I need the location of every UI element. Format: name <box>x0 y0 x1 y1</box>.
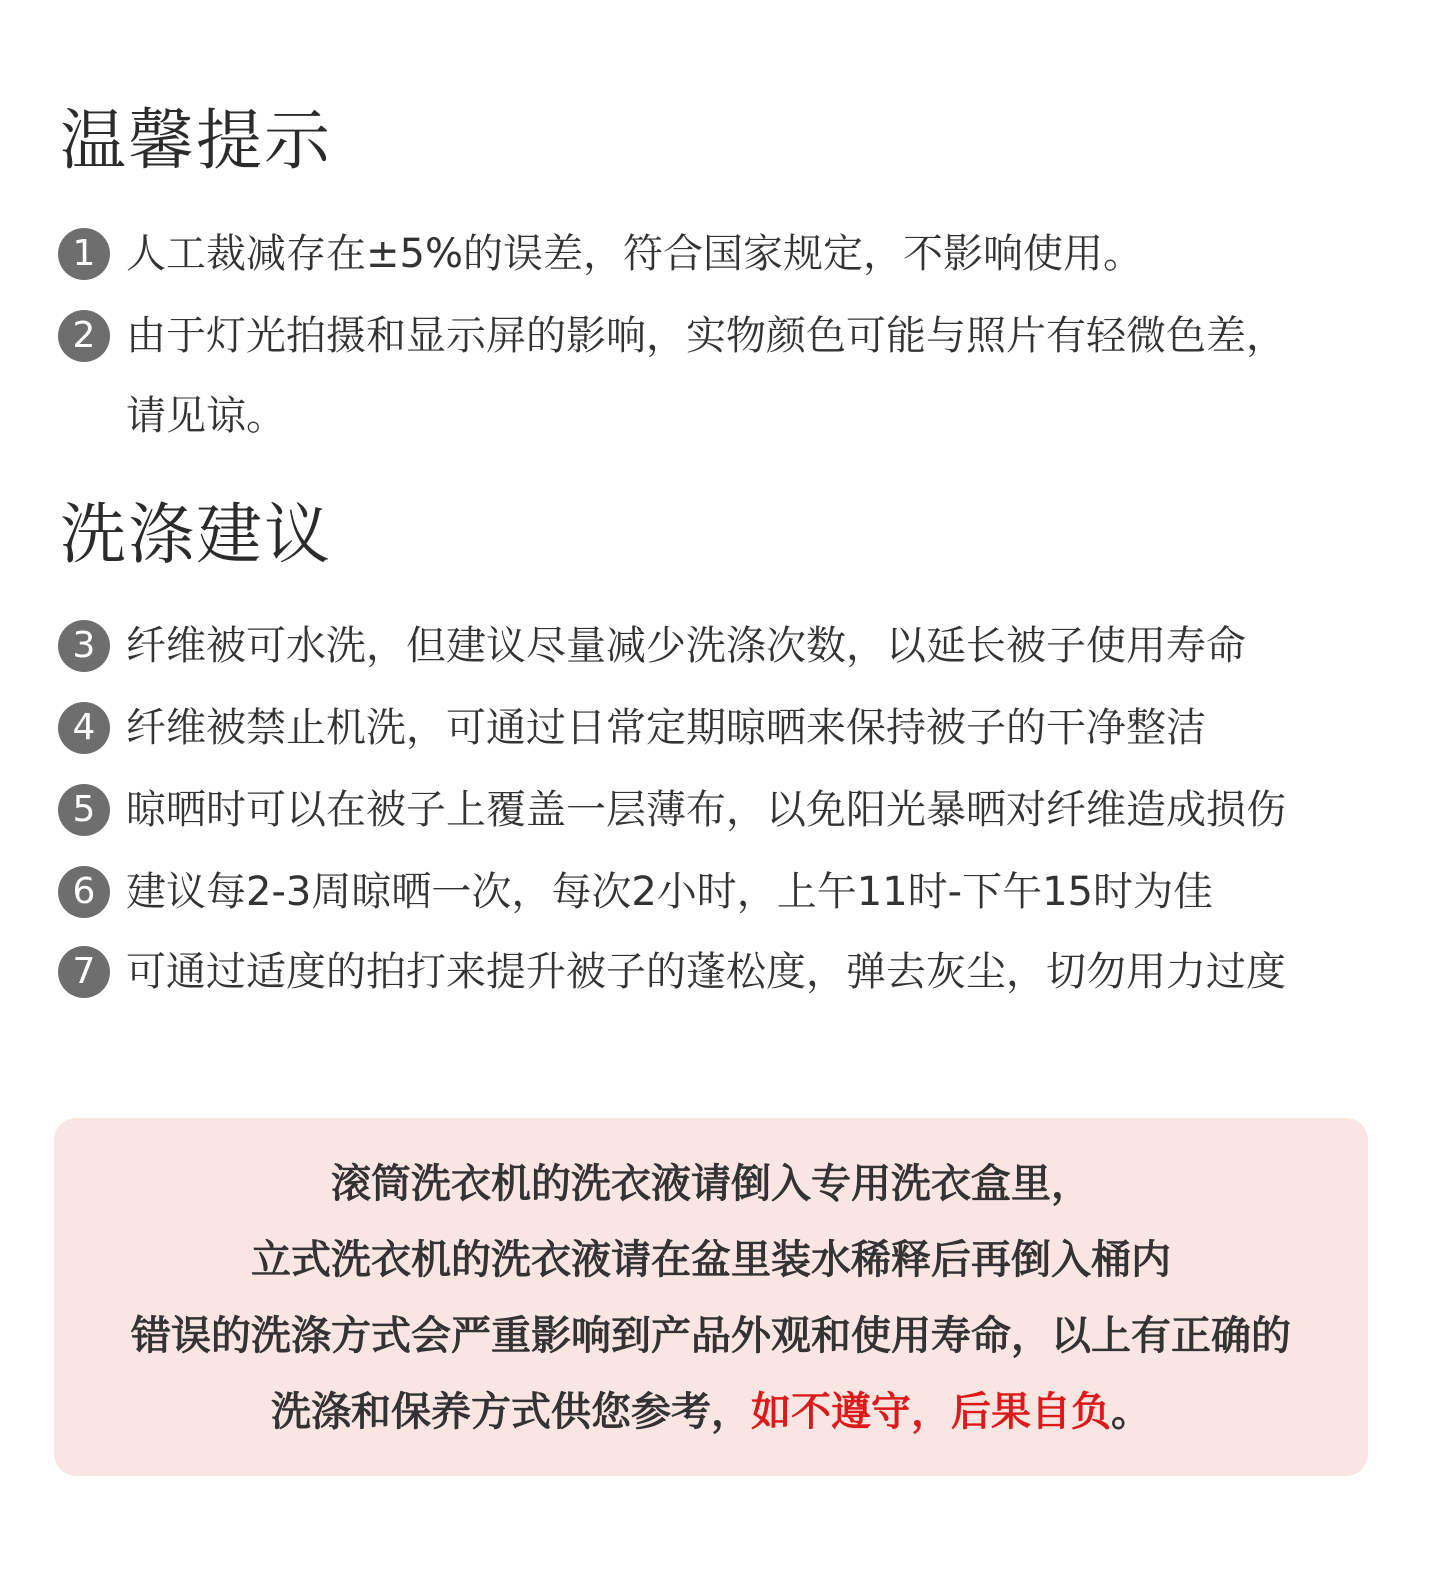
wash-item-4 <box>58 702 1398 768</box>
tip-item-2-line1: 由于灯光拍摄和显示屏的影响，实物颜色可能与照片有轻微色差， <box>126 313 1286 359</box>
tips-title: 温馨提示 <box>60 102 332 179</box>
wash-item-7 <box>58 946 1398 1012</box>
wash-item-5 <box>58 784 1398 850</box>
notice-line-2: 立式洗衣机的洗衣液请在盆里装水稀释后再倒入桶内 <box>251 1237 1171 1283</box>
wash-item-4-text: 纤维被禁止机洗，可通过日常定期晾晒来保持被子的干净整洁 <box>126 705 1206 751</box>
wash-item-5-text: 晾晒时可以在被子上覆盖一层薄布，以免阳光暴晒对纤维造成损伤 <box>126 787 1286 833</box>
number-1-icon: 1 <box>58 228 110 280</box>
tip-item-1 <box>58 228 1398 294</box>
number-3-icon: 3 <box>58 620 110 672</box>
number-4-icon: 4 <box>58 702 110 754</box>
notice-box <box>54 1118 1368 1476</box>
notice-warning: 如不遵守，后果自负 <box>751 1389 1111 1435</box>
wash-item-6-text: 建议每2-3周晾晒一次，每次2小时，上午11时-下午15时为佳 <box>126 869 1214 915</box>
wash-item-6 <box>58 866 1398 932</box>
notice-line-4-suffix: 。 <box>1111 1389 1151 1435</box>
notice-line-4-prefix: 洗涤和保养方式供您参考， <box>271 1389 751 1435</box>
notice-line-1: 滚筒洗衣机的洗衣液请倒入专用洗衣盒里， <box>331 1161 1091 1207</box>
number-7-icon: 7 <box>58 946 110 998</box>
notice-line-4 <box>54 1374 1368 1450</box>
wash-item-3 <box>58 620 1398 686</box>
tip-item-2 <box>58 310 1398 456</box>
number-2-icon: 2 <box>58 310 110 362</box>
wash-item-7-text: 可通过适度的拍打来提升被子的蓬松度，弹去灰尘，切勿用力过度 <box>126 949 1286 995</box>
number-6-icon: 6 <box>58 866 110 918</box>
tip-item-2-line2: 请见谅。 <box>126 393 286 439</box>
number-5-icon: 5 <box>58 784 110 836</box>
notice-line-3: 错误的洗涤方式会严重影响到产品外观和使用寿命，以上有正确的 <box>131 1313 1291 1359</box>
wash-item-3-text: 纤维被可水洗，但建议尽量减少洗涤次数，以延长被子使用寿命 <box>126 623 1246 669</box>
tip-item-1-text: 人工裁减存在±5%的误差，符合国家规定，不影响使用。 <box>126 231 1143 277</box>
tip-item-2-text <box>126 296 1286 456</box>
wash-title: 洗涤建议 <box>60 496 332 573</box>
